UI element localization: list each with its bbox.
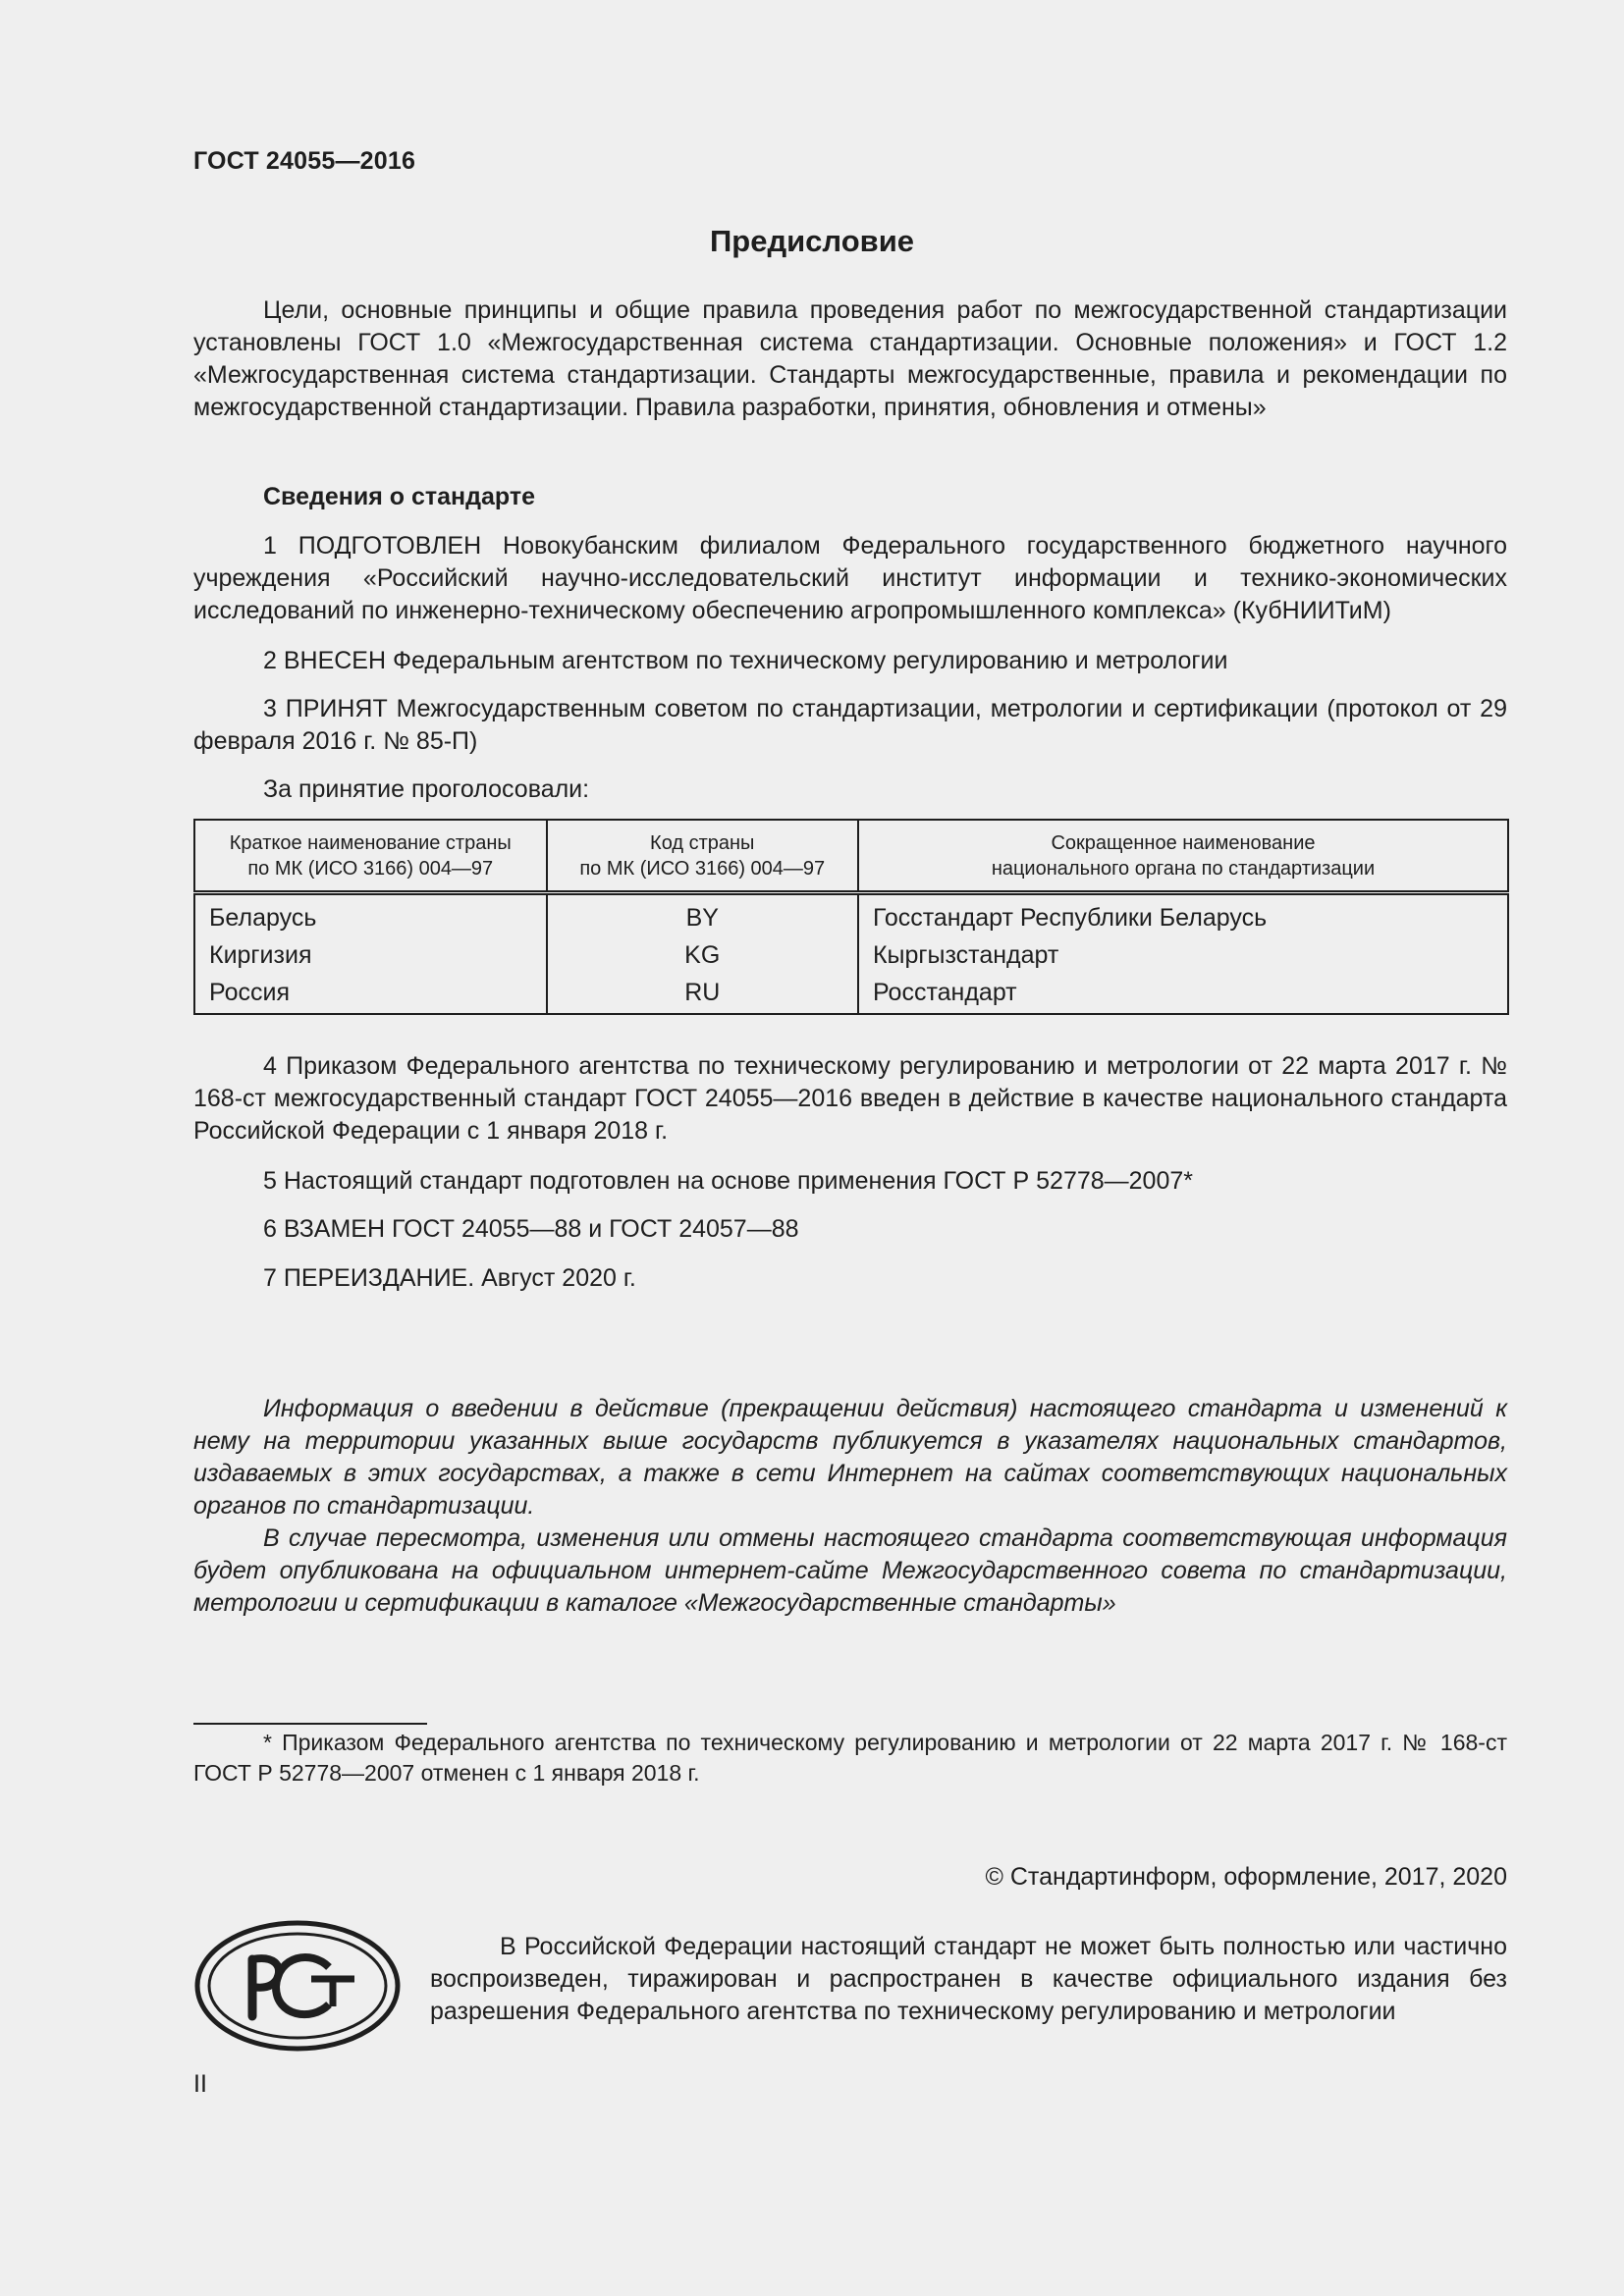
voting-countries-table — [193, 819, 1509, 1015]
item-3-paragraph: 3 ПРИНЯТ Межгосударственным советом по стандартизации, метрологии и сертификации (протокол от 29 февраля 2016 г. № 85-П) — [193, 695, 1507, 755]
table-header-line: по МК (ИСО 3166) 004—97 — [247, 857, 494, 880]
table-header-line: по МК (ИСО 3166) 004—97 — [579, 857, 826, 880]
table-row — [194, 974, 1508, 1014]
intro-paragraph: Цели, основные принципы и общие правила проведения работ по межгосударственной стандартизации установлены ГОСТ 1.0 «Межгосударственная система стандартизации. Основные положения» и ГОСТ 1.2 «Межгосударственная система стандартизации. Стандарты межгосударственные, правила и рекомендации по межгосударственной стандартизации. Правила разработки, принятия, обновления и отмены» — [193, 296, 1507, 421]
copyright-line: © Стандартинформ, оформление, 2017, 2020 — [985, 1863, 1507, 1891]
table-header-body — [858, 820, 1508, 893]
page-title: Предисловие — [709, 224, 914, 258]
footnote-divider — [193, 1723, 427, 1725]
table-header-country — [194, 820, 547, 893]
table-header-code — [547, 820, 858, 893]
italic-paragraph-2: В случае пересмотра, изменения или отмены настоящего стандарта соответствующая информация будет опубликована на официальном интернет-сайте Межгосударственного совета по стандартизации, метрологии и сертификации в каталоге «Межгосударственные стандарты» — [193, 1524, 1507, 1617]
body-cell: Кыргызстандарт — [858, 936, 1508, 974]
country-cell: Россия — [194, 974, 547, 1014]
table-header-line: Сокращенное наименование — [1051, 831, 1316, 854]
document-code: ГОСТ 24055—2016 — [193, 147, 416, 175]
info-heading: Сведения о стандарте — [263, 483, 536, 510]
code-cell: BY — [547, 893, 858, 937]
footnote: * Приказом Федерального агентства по техническому регулированию и метрологии от 22 марта 2017 г. № 168-ст ГОСТ Р 52778—2007 отменен с 1 января 2018 г. — [193, 1730, 1507, 1786]
rst-certification-logo-icon — [193, 1918, 402, 2054]
item-6-paragraph: 6 ВЗАМЕН ГОСТ 24055—88 и ГОСТ 24057—88 — [263, 1215, 799, 1243]
page-number: II — [193, 2070, 207, 2098]
table-header-line: Краткое наименование страны — [229, 831, 512, 854]
body-cell: Госстандарт Республики Беларусь — [858, 893, 1508, 937]
table-header-line: Код страны — [650, 831, 755, 854]
item-5-paragraph: 5 Настоящий стандарт подготовлен на основе применения ГОСТ Р 52778—2007* — [263, 1167, 1193, 1195]
table-header-row — [194, 820, 1508, 893]
table-row — [194, 936, 1508, 974]
copyright-notice: В Российской Федерации настоящий стандарт не может быть полностью или частично воспроизведен, тиражирован и распространен в качестве официального издания без разрешения Федерального агентства по техническому регулированию и метрологии — [430, 1933, 1507, 2025]
code-cell: KG — [547, 936, 858, 974]
country-cell: Киргизия — [194, 936, 547, 974]
table-row — [194, 893, 1508, 937]
code-cell: RU — [547, 974, 858, 1014]
item-2-paragraph: 2 ВНЕСЕН Федеральным агентством по техническому регулированию и метрологии — [263, 647, 1228, 674]
item-1-paragraph: 1 ПОДГОТОВЛЕН Новокубанским филиалом Федерального государственного бюджетного научного учреждения «Российский научно-исследовательский институт информации и технико-экономических исследований по инженерно-техническому обеспечению агропромышленного комплекса» (КубНИИТиМ) — [193, 532, 1507, 624]
country-cell: Беларусь — [194, 893, 547, 937]
item-4-paragraph: 4 Приказом Федерального агентства по техническому регулированию и метрологии от 22 марта 2017 г. № 168-ст межгосударственный стандарт ГОСТ 24055—2016 введен в действие в качестве национального стандарта Российской Федерации с 1 января 2018 г. — [193, 1052, 1507, 1145]
item-7-paragraph: 7 ПЕРЕИЗДАНИЕ. Август 2020 г. — [263, 1264, 636, 1292]
table-header-line: национального органа по стандартизации — [991, 857, 1376, 880]
voted-label: За принятие проголосовали: — [263, 775, 590, 803]
body-cell: Росстандарт — [858, 974, 1508, 1014]
italic-paragraph-1: Информация о введении в действие (прекращении действия) настоящего стандарта и изменений к нему на территории указанных выше государств публикуется в указателях национальных стандартов, издаваемых в этих государствах, а также в сети Интернет на сайтах соответствующих национальных органов по стандартизации. — [193, 1395, 1507, 1520]
